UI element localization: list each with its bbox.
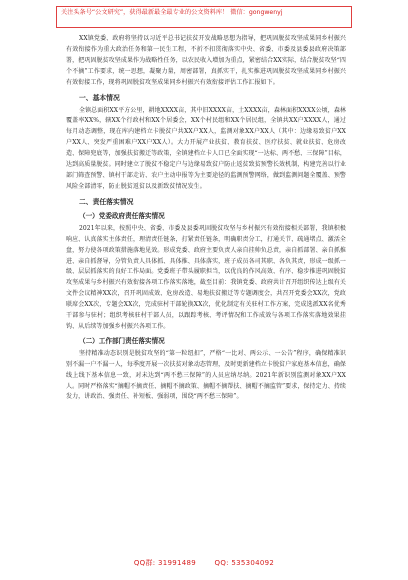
subsection-heading-party: （一）党委政府责任落实情况 — [79, 211, 165, 220]
subsection-heading-work: （二）工作部门责任落实情况 — [79, 336, 165, 345]
section-heading-responsibility: 二、责任落实情况 — [79, 197, 134, 206]
section-heading-basic: 一、基本情况 — [79, 93, 120, 102]
qq-group-text: QQ群: 31991489 — [133, 559, 196, 567]
basic-paragraph: 全镇总面积XX平方公里，耕地XXXX亩，其中旧XXXX亩，土XXXX亩，森林面积XXXX公顷，森林覆盖率XX%，辖XX个行政村和XX个居委会，XX个村民组和XX个居民组，全镇共XX户XXXX人，通过每月动态调整，现在库内建档立卡脱贫户共XX户XX人，监测对象XX户XX人（其中：边缘易致贫户XX户XX人、突发严重困难户XX户XX人）。大力开展产业扶贫、教育扶贫、医疗扶贫、就业扶贫、危房改造、保障兜底等，加强扶贫搬迁等政策，全镇建档立卡人口已全面实现“一达标、两不愁、三保障”目标，达到高质量脱贫。同时建立了脱贫不稳定户与边缘易致贫户防止返贫致贫预警长效机制，构建完善以行业部门筛查预警、镇村干部走访、农户主动申报等为主要途径的监测预警网络，做到监测问题全覆盖、预警风险全部清零，防止脱贫返贫以及新致贫情况发生。 — [66, 106, 346, 190]
intro-paragraph: XX镇党委、政府将坚持以习近平总书记扶贫开发战略思想为指导，把巩固脱贫攻坚成果同乡村振兴有效衔接作为重大政治任务和第一民生工程，不折不扣贯彻落实中央、省委、市委及县委县政府决策部署，把巩固脱贫攻坚成果作为战略性任务，以农民收入增加为重点，紧密结合XX实际，结合脱贫攻坚“四个不摘”工作要求，统一思想，凝聚力量，周密部署，真抓实干，扎实推进巩固脱贫攻坚成果同乡村振兴有效衔接工作，现将巩固脱贫攻坚成果同乡村振兴有效衔接评估工作汇报如下。 — [66, 35, 346, 86]
promo-banner: 关注头条号“公文研究”，获得最新最全最专业的公文资料库！ 微信：gongwenyj — [56, 6, 352, 28]
contact-footer — [0, 558, 408, 568]
party-paragraph: 2021年以来，按照中央、省委、市委及县委巩固脱贫攻坚与乡村振兴有效衔接相关部署，我镇积极响应、认真落实主体责任，理清责任链条，打紧责任链条，明确职责分工，打通关节、疏通堵点、激活全盘，努力使各项政策措施落地见效。形成党委、政府主要负责人亲自挂帅负总责，亲自抓部署、亲自抓推进、亲自抓督导，分管负责人具体抓、具体推、具体落实，班子成员各司其职、各负其责，形成一级抓一级、层层抓落实的良好工作局面。党委班子带头履职担当，以优良的作风高效、有序、稳步推进巩固脱贫攻坚成果与乡村振兴有效衔接各项工作落实落地，截至目前：我镇党委、政府共计召开组织传达上级有关文件会议精神XX次，召开巩固成效、危房改造、易地扶贫搬迁等专题调度会，共召开党委会XX次，党政联席会XX次，专题会XX次，完成驻村干部轮换XX次，优化制定有关驻村工作方案，完成选派XX名优秀干部参与驻村；组织考核驻村干部人员，以跟踪考核、考评情况和工作成效与各项工作落实落地效果挂钩、从后续等加强乡村振兴各项工作。 — [66, 224, 346, 330]
work-paragraph: 坚持精准动态识别是脱贫攻坚的“第一粒纽扣”，严格“一比对、两公示、一公告”程序，确保精准识别不漏一户不漏一人，每季度开展一次扶贫对象动态管理，及时更新建档立卡脱贫户家庭基本信息，确保线上线下基本信息一致，对未达到“两不愁三保障”的人员应纳尽纳。2021年新识别监测对象XX户XX人。同时严格落实“摘帽不摘责任、摘帽不摘政策、摘帽不摘帮扶、摘帽不摘监管”要求，保持定力、持续发力，讲政治、强责任、补短板、强弱项，围绕“两不愁三保障”。 — [66, 349, 346, 401]
document-body — [66, 34, 346, 403]
qq-contact-text: QQ: 535304092 — [214, 559, 275, 567]
